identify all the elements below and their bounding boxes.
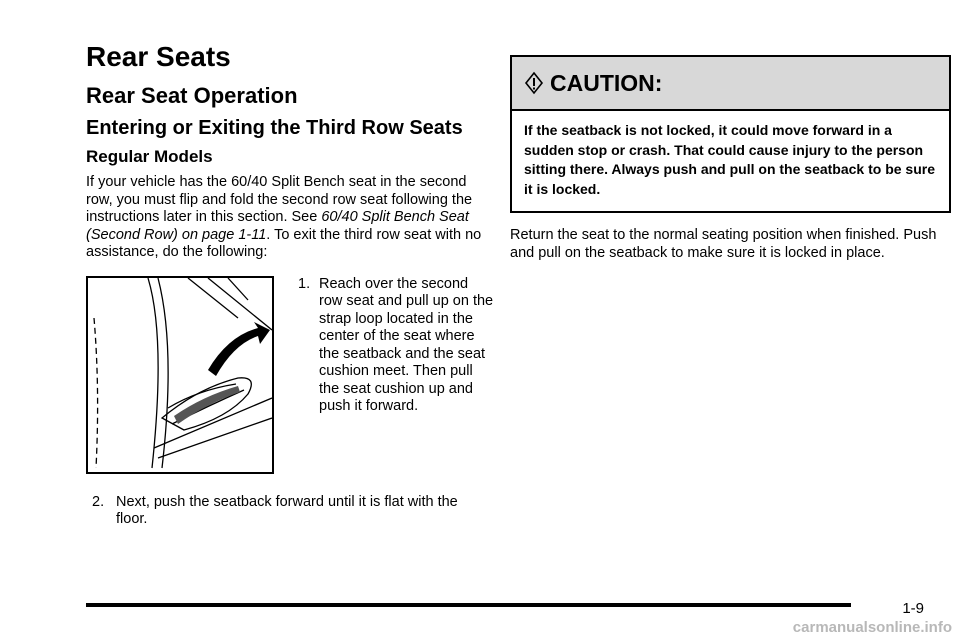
step-2 — [92, 494, 482, 529]
section-heading: Rear Seat Operation — [86, 83, 298, 108]
intro-text-end: . To exit the third row seat with no assistance, do the following: — [86, 226, 482, 260]
footer-rule — [86, 603, 851, 607]
return-seat-paragraph: Return the seat to the normal seating position when finished. Push and pull on the seatback to make sure it is locked in place. — [510, 227, 937, 261]
caution-box — [510, 55, 951, 213]
seat-strap-drawing — [88, 278, 272, 472]
left-column — [86, 40, 494, 529]
seat-strap-illustration — [86, 276, 274, 474]
subsection-heading: Entering or Exiting the Third Row Seats — [86, 117, 463, 139]
caution-title: CAUTION: — [550, 69, 663, 96]
caution-text: If the seatback is not locked, it could move forward in a sudden stop or crash. That could cause injury to the person sitting there. Always push and pull on the seatback to be sure it is locked. — [524, 122, 936, 197]
caution-header — [512, 57, 949, 111]
watermark: carmanualsonline.info — [792, 619, 952, 636]
right-column — [510, 55, 951, 262]
warning-icon — [524, 71, 544, 95]
step-text: Next, push the seatback forward until it is flat with the floor. — [116, 493, 458, 527]
page-reference-link[interactable]: 60/40 Split Bench Seat (Second Row) on page 1-11 — [86, 209, 469, 243]
models-heading: Regular Models — [86, 147, 213, 166]
intro-text: If your vehicle has the 60/40 Split Bench seat in the second row, you must flip and fold the second row seat following the instructions later in this section. See — [86, 174, 473, 225]
figure-row — [86, 275, 494, 472]
page-title: Rear Seats — [86, 41, 231, 72]
intro-paragraph — [86, 174, 482, 262]
step-number: 2. — [92, 493, 105, 510]
step-text: Reach over the second row seat and pull up on the strap loop located in the center of the seat where the seatback and the seat cushion meet. Then pull the seat cushion up and push it forward. — [319, 275, 494, 414]
page-number: 1-9 — [902, 600, 924, 617]
step-number: 1. — [298, 275, 311, 292]
step-1 — [298, 276, 494, 416]
